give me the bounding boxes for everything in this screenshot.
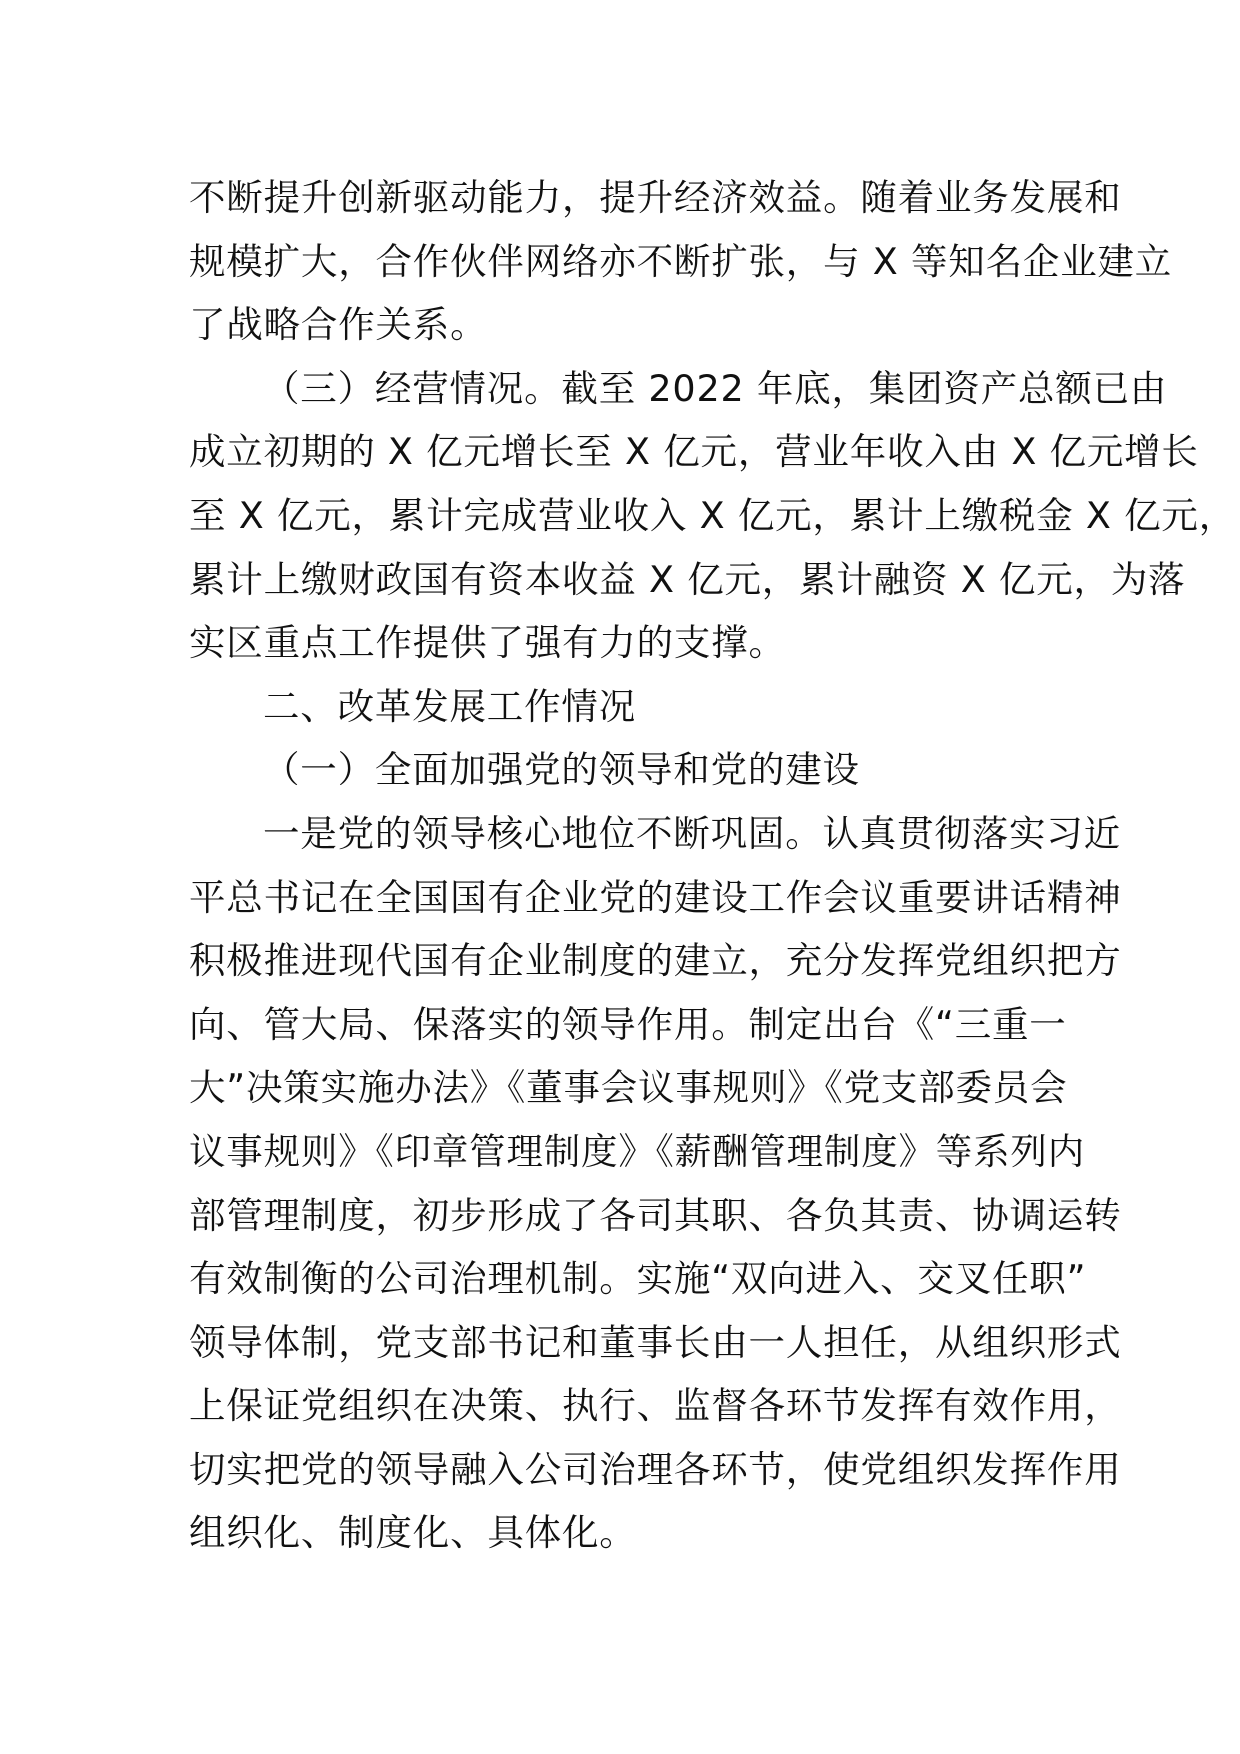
text-line: 向、管大局、保落实的领导作用。制定出台《“三重一	[189, 1002, 1067, 1046]
text-line: 上保证党组织在决策、执行、监督各环节发挥有效作用，	[189, 1384, 1122, 1428]
subsection-heading-text: （一）全面加强党的领导和党的建设	[263, 748, 860, 792]
text-line: 累计上缴财政国有资本收益 X 亿元，累计融资 X 亿元，为落	[189, 557, 1186, 601]
paragraph-operating-status	[189, 357, 1237, 675]
text-line: 不断提升创新驱动能力，提升经济效益。随着业务发展和	[189, 176, 1122, 219]
text-line: 了战略合作关系。	[189, 303, 488, 347]
subsection-heading-party	[189, 738, 1089, 802]
text-line: 议事规则》《印章管理制度》《薪酬管理制度》等系列内	[189, 1129, 1085, 1173]
paragraph-party-leadership	[189, 802, 1122, 1565]
text-line: 规模扩大，合作伙伴网络亦不断扩张，与 X 等知名企业建立	[189, 239, 1173, 283]
paragraph-intro-continuation	[189, 166, 1173, 357]
text-line: 至 X 亿元，累计完成营业收入 X 亿元，累计上缴税金 X 亿元，	[189, 493, 1237, 537]
text-line: 成立初期的 X 亿元增长至 X 亿元，营业年收入由 X 亿元增长	[189, 430, 1199, 474]
text-line: 平总书记在全国国有企业党的建设工作会议重要讲话精神	[189, 875, 1122, 919]
text-line: 有效制衡的公司治理机制。实施“双向进入、交叉任职”	[189, 1257, 1087, 1301]
text-line: （三）经营情况。截至 2022 年底，集团资产总额已由	[263, 366, 1168, 410]
text-line: 部管理制度，初步形成了各司其职、各负其责、协调运转	[189, 1193, 1122, 1237]
document-body	[189, 166, 1237, 1565]
section-heading-text: 二、改革发展工作情况	[263, 684, 636, 728]
text-line: 实区重点工作提供了强有力的支撑。	[189, 621, 786, 665]
text-line: 积极推进现代国有企业制度的建立，充分发挥党组织把方	[189, 939, 1122, 983]
text-line: 大”决策实施办法》《董事会议事规则》《党支部委员会	[189, 1066, 1068, 1110]
text-line: 组织化、制度化、具体化。	[189, 1511, 637, 1555]
section-heading-reform	[189, 675, 1089, 739]
text-line: 切实把党的领导融入公司治理各环节，使党组织发挥作用	[189, 1447, 1122, 1491]
text-line: 领导体制，党支部书记和董事长由一人担任，从组织形式	[189, 1320, 1122, 1364]
text-line: 一是党的领导核心地位不断巩固。认真贯彻落实习近	[263, 811, 1121, 855]
